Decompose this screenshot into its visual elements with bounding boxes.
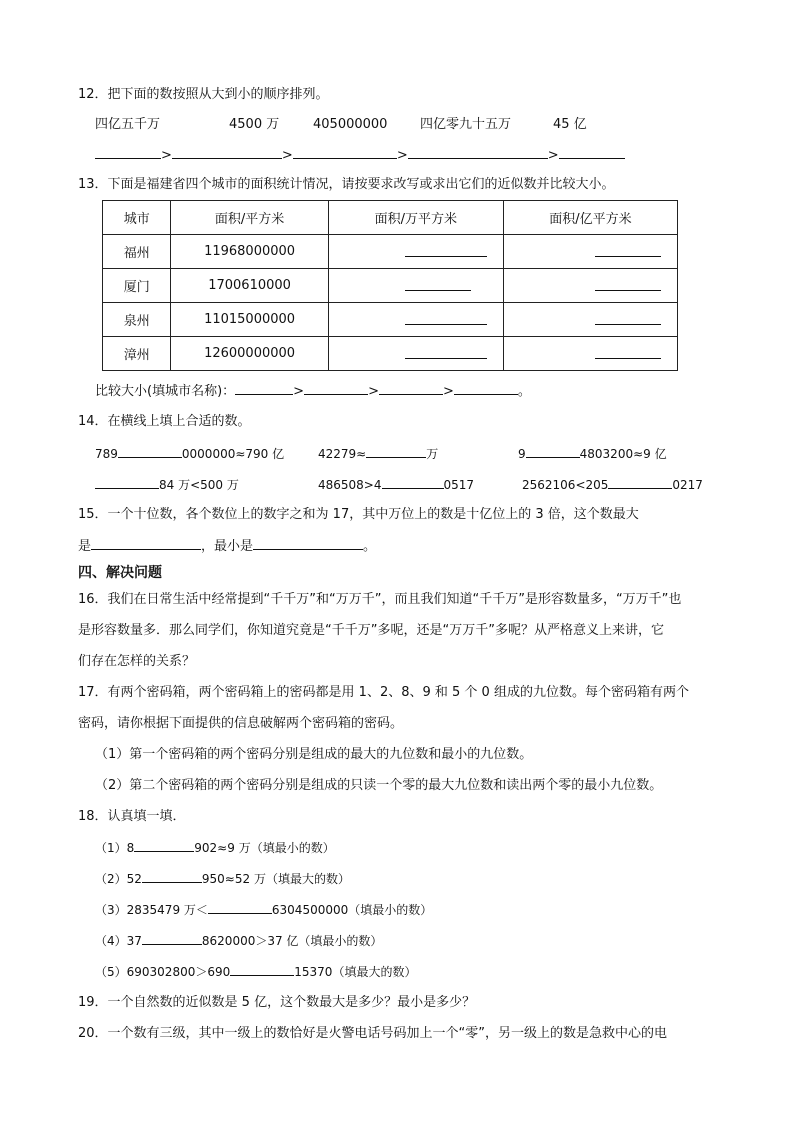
q14-item-c — [518, 445, 667, 463]
wan-answer-cell — [328, 269, 503, 303]
q18-item-2 — [95, 870, 350, 888]
text: ，最小是 — [201, 539, 254, 554]
q18-item-1 — [95, 839, 335, 857]
blank[interactable] — [208, 901, 272, 914]
q12-num-2: 4500 万 — [229, 117, 280, 132]
q14-item-e — [318, 476, 474, 494]
text: 0517 — [443, 478, 475, 492]
text: 万 — [426, 447, 439, 461]
text: 4803200≈9 亿 — [579, 447, 667, 461]
q19-line: 19．一个自然数的近似数是 5 亿，这个数最大是多少？最小是多少？ — [78, 995, 476, 1010]
wan-answer-cell — [328, 337, 503, 371]
city-cell: 厦门 — [103, 269, 171, 303]
blank[interactable] — [95, 146, 161, 159]
q17-line-2: 密码，请你根据下面提供的信息破解两个密码箱的密码。 — [78, 716, 404, 731]
area-table — [102, 200, 678, 371]
text: 0217 — [672, 478, 703, 492]
text: 42279≈ — [318, 447, 367, 461]
q12-num-1: 四亿五千万 — [95, 117, 161, 132]
blank[interactable] — [118, 445, 182, 458]
table-row — [103, 235, 678, 269]
blank[interactable] — [253, 537, 363, 550]
text: 8620000＞37 亿（填最小的数） — [201, 934, 383, 948]
table-row — [103, 303, 678, 337]
blank[interactable] — [405, 242, 487, 257]
blank[interactable] — [230, 963, 294, 976]
blank[interactable] — [142, 870, 202, 883]
blank[interactable] — [608, 476, 672, 489]
q12-num-5: 45 亿 — [553, 117, 587, 132]
section-heading: 四、解决问题 — [78, 565, 162, 581]
blank[interactable] — [95, 476, 159, 489]
gt-sign: > — [161, 148, 172, 163]
q14-item-f — [522, 476, 703, 494]
text: 2562106<205 — [522, 478, 609, 492]
table-header-row — [103, 201, 678, 235]
area-cell: 12600000000 — [171, 337, 328, 371]
gt-sign: > — [442, 384, 454, 399]
q15-line-1: 15．一个十位数，各个数位上的数字之和为 17，其中万位上的数是十亿位上的 3 倍，这个数最大 — [78, 507, 639, 522]
text: 789 — [95, 447, 118, 461]
q12-title: 12．把下面的数按照从大到小的顺序排列。 — [78, 87, 329, 102]
blank[interactable] — [408, 146, 548, 159]
q12-num-4: 四亿零九十五万 — [420, 117, 512, 132]
q17-line-1: 17．有两个密码箱，两个密码箱上的密码都是用 1、2、8、9 和 5 个 0 组成的九位数。每个密码箱有两个 — [78, 685, 689, 700]
q12-answer-line — [95, 146, 625, 165]
yi-answer-cell — [503, 269, 677, 303]
q14-title: 14．在横线上填上合适的数。 — [78, 414, 251, 429]
q14-item-a — [95, 445, 284, 463]
text: （5）690302800＞690 — [95, 965, 231, 979]
text: 9 — [518, 447, 526, 461]
blank[interactable] — [142, 932, 202, 945]
q20-line: 20．一个数有三级，其中一级上的数恰好是火警电话号码加上一个“零”，另一级上的数是急救中心的电 — [78, 1026, 668, 1041]
blank[interactable] — [405, 310, 487, 325]
blank[interactable] — [293, 146, 397, 159]
q13-title: 13．下面是福建省四个城市的面积统计情况，请按要求改写或求出它们的近似数并比较大小。 — [78, 177, 615, 192]
text: 15370（填最大的数） — [294, 965, 417, 979]
text: （3）2835479 万＜ — [95, 903, 208, 917]
header-area-yi: 面积/亿平方米 — [503, 201, 677, 235]
gt-sign: > — [547, 148, 559, 163]
text: 902≈9 万（填最小的数） — [194, 841, 335, 855]
period: 。 — [517, 384, 531, 399]
q18-item-3 — [95, 901, 432, 919]
blank[interactable] — [526, 445, 580, 458]
blank[interactable] — [382, 476, 444, 489]
blank[interactable] — [595, 310, 661, 325]
area-cell: 11968000000 — [171, 235, 328, 269]
header-area-wan: 面积/万平方米 — [328, 201, 503, 235]
text: 。 — [363, 539, 377, 554]
q18-item-4 — [95, 932, 382, 950]
table-row — [103, 269, 678, 303]
blank[interactable] — [595, 344, 661, 359]
text: （2）52 — [95, 872, 142, 886]
blank[interactable] — [172, 146, 282, 159]
header-area-m2: 面积/平方米 — [171, 201, 328, 235]
header-city: 城市 — [103, 201, 171, 235]
q17-sub-1: （1）第一个密码箱的两个密码分别是组成的最大的九位数和最小的九位数。 — [95, 747, 533, 762]
text: 0000000≈790 亿 — [181, 447, 285, 461]
table-row — [103, 337, 678, 371]
area-cell: 1700610000 — [171, 269, 328, 303]
text: （1）8 — [95, 841, 135, 855]
q16-line-1: 16．我们在日常生活中经常提到“千千万”和“万万千”，而且我们知道“千千万”是形容数量多，“万万千”也 — [78, 592, 682, 607]
blank[interactable] — [559, 146, 625, 159]
blank[interactable] — [454, 382, 518, 395]
city-cell: 漳州 — [103, 337, 171, 371]
q16-line-2: 是形容数量多．那么同学们，你知道究竟是“千千万”多呢，还是“万万千”多呢？从严格意义上来讲，它 — [78, 623, 664, 638]
blank[interactable] — [595, 242, 661, 257]
yi-answer-cell — [503, 303, 677, 337]
blank[interactable] — [595, 276, 661, 291]
q15-line-2 — [78, 537, 376, 556]
city-cell: 福州 — [103, 235, 171, 269]
text: 84 万<500 万 — [159, 478, 239, 492]
blank[interactable] — [379, 382, 443, 395]
gt-sign: > — [293, 384, 305, 399]
q17-sub-2: （2）第二个密码箱的两个密码分别是组成的只读一个零的最大九位数和读出两个零的最小九位数。 — [95, 778, 663, 793]
yi-answer-cell — [503, 235, 677, 269]
area-cell: 11015000000 — [171, 303, 328, 337]
text: 950≈52 万（填最大的数） — [201, 872, 350, 886]
compare-label: 比较大小(填城市名称)： — [95, 384, 236, 399]
q18-title: 18．认真填一填． — [78, 809, 186, 824]
blank[interactable] — [134, 839, 194, 852]
yi-answer-cell — [503, 337, 677, 371]
blank[interactable] — [405, 344, 487, 359]
wan-answer-cell — [328, 303, 503, 337]
q16-line-3: 们存在怎样的关系？ — [78, 654, 196, 669]
q13-compare-line — [95, 382, 531, 401]
gt-sign: > — [368, 384, 379, 399]
city-cell: 泉州 — [103, 303, 171, 337]
q18-item-5 — [95, 963, 416, 981]
blank[interactable] — [235, 382, 293, 395]
q14-item-d — [95, 476, 239, 494]
text: 6304500000（填最小的数） — [271, 903, 433, 917]
gt-sign: > — [281, 148, 293, 163]
blank[interactable] — [366, 445, 426, 458]
blank[interactable] — [405, 276, 471, 291]
q12-num-3: 405000000 — [313, 117, 388, 132]
blank[interactable] — [91, 537, 201, 550]
text: （4）37 — [95, 934, 142, 948]
gt-sign: > — [396, 148, 408, 163]
q14-item-b — [318, 445, 438, 463]
blank[interactable] — [304, 382, 368, 395]
text: 是 — [78, 539, 92, 554]
text: 486508>4 — [318, 478, 382, 492]
wan-answer-cell — [328, 235, 503, 269]
